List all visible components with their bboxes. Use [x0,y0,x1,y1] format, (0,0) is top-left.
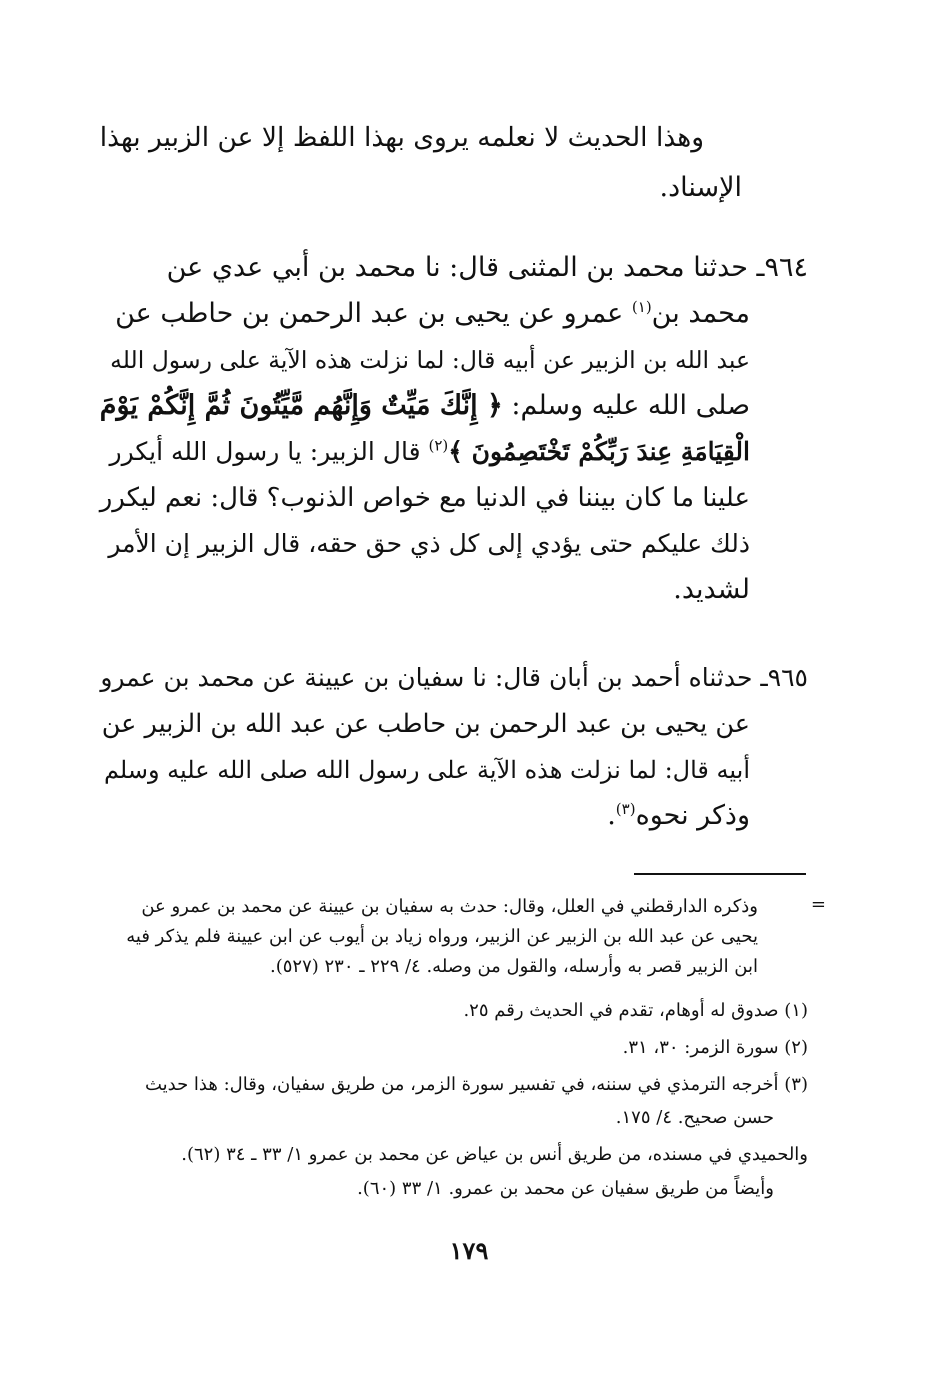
hadith-965-text-4: وذكر نحوه [635,800,750,831]
footnote-3-line-2: حسن صحيح. ٤/ ١٧٥. [615,1107,774,1128]
hadith-964-line-8: لشديد. [673,574,750,605]
footnote-3-line-1: (٣) أخرجه الترمذي في سننه، في تفسير سورة الزمر، من طريق سفيان، وقال: هذا حديث [144,1074,808,1095]
footnote-continuation-line-1: وذكره الدارقطني في العلل، وقال: حدث به سفيان بن عيينة عن محمد بن عمرو عن [141,896,758,917]
hadith-964-line-1 [167,246,808,290]
footnote-ref-1: (١) [631,298,652,316]
hadith-964-line-3: عبد الله بن الزبير عن أبيه قال: لما نزلت هذه الآية على رسول الله [110,346,750,374]
footnote-humaidi: والحميدي في مسنده، من طريق أنس بن عياض عن محمد بن عمرو ١/ ٣٣ ـ ٣٤ (٦٢). [181,1144,808,1165]
quran-verse-part-2: الْقِيَامَةِ عِندَ رَبِّكُمْ تَخْتَصِمُونَ ﴾ [448,437,750,466]
hadith-964-text-4: صلى الله عليه وسلم: [502,390,750,421]
continuation-mark: = [810,894,826,915]
hadith-965-line-4 [607,794,750,838]
hadith-965-line-2: عن يحيى بن عبد الرحمن بن حاطب عن عبد الله بن الزبير عن [101,709,750,739]
intro-line-2: الإسناد. [659,172,742,203]
intro-line-1: وهذا الحديث لا نعلمه يروى بهذا اللفظ إلا عن الزبير بهذا [99,122,704,153]
hadith-964-text-2a: محمد بن [651,298,750,329]
hadith-964-number: ٩٦٤ [764,252,808,283]
footnote-2: (٢) سورة الزمر: ٣٠، ٣١. [622,1037,808,1058]
hadith-964-text-5: قال الزبير: يا رسول الله أيكرر [109,437,429,466]
hadith-964-line-2 [115,292,750,336]
hadith-964-line-4 [100,384,750,428]
footnote-1: (١) صدوق له أوهام، تقدم في الحديث رقم ٢٥. [463,1000,808,1021]
hadith-965-number: ٩٦٥ [767,663,808,692]
footnote-ref-2: (٢) [428,436,449,455]
hadith-964-line-5 [110,430,751,474]
footnote-continuation-line-2: يحيى عن عبد الله بن الزبير عن الزبير، ورواه زياد بن أيوب عن ابن عيينة فلم يذكر فيه [126,926,758,947]
footnote-also: وأيضاً من طريق سفيان عن محمد بن عمرو. ١/ ٣٣ (٦٠). [357,1178,774,1199]
hadith-964-line-6: علينا ما كان بيننا في الدنيا مع خواص الذنوب؟ قال: نعم ليكرر [99,483,750,513]
footnote-ref-3: (٣) [615,800,636,818]
footnote-continuation-line-3: ابن الزبير قصر به وأرسله، والقول من وصله. ٤/ ٢٢٩ ـ ٢٣٠ (٥٢٧). [269,956,758,977]
hadith-965-line-1 [100,656,808,700]
hadith-964-text-1: ـ حدثنا محمد بن المثنى قال: نا محمد بن أبي عدي عن [166,252,765,283]
quran-verse-part-1: ﴿ إِنَّكَ مَيِّتٌ وَإِنَّهُم مَّيِّتُونَ ثُمَّ إِنَّكُمْ يَوْمَ [99,390,503,421]
hadith-965-period: . [607,800,616,831]
page-number: ١٧٩ [449,1236,489,1265]
hadith-965-text-1: ـ حدثناه أحمد بن أبان قال: نا سفيان بن عيينة عن محمد بن عمرو [100,663,768,692]
hadith-965-line-3: أبيه قال: لما نزلت هذه الآية على رسول الله صلى الله عليه وسلم [103,756,750,784]
hadith-964-text-2b: عمرو عن يحيى بن عبد الرحمن بن حاطب عن [115,298,632,329]
footnote-separator [634,873,806,875]
hadith-964-line-7: ذلك عليكم حتى يؤدي إلى كل ذي حق حقه، قال الزبير إن الأمر [108,529,750,558]
